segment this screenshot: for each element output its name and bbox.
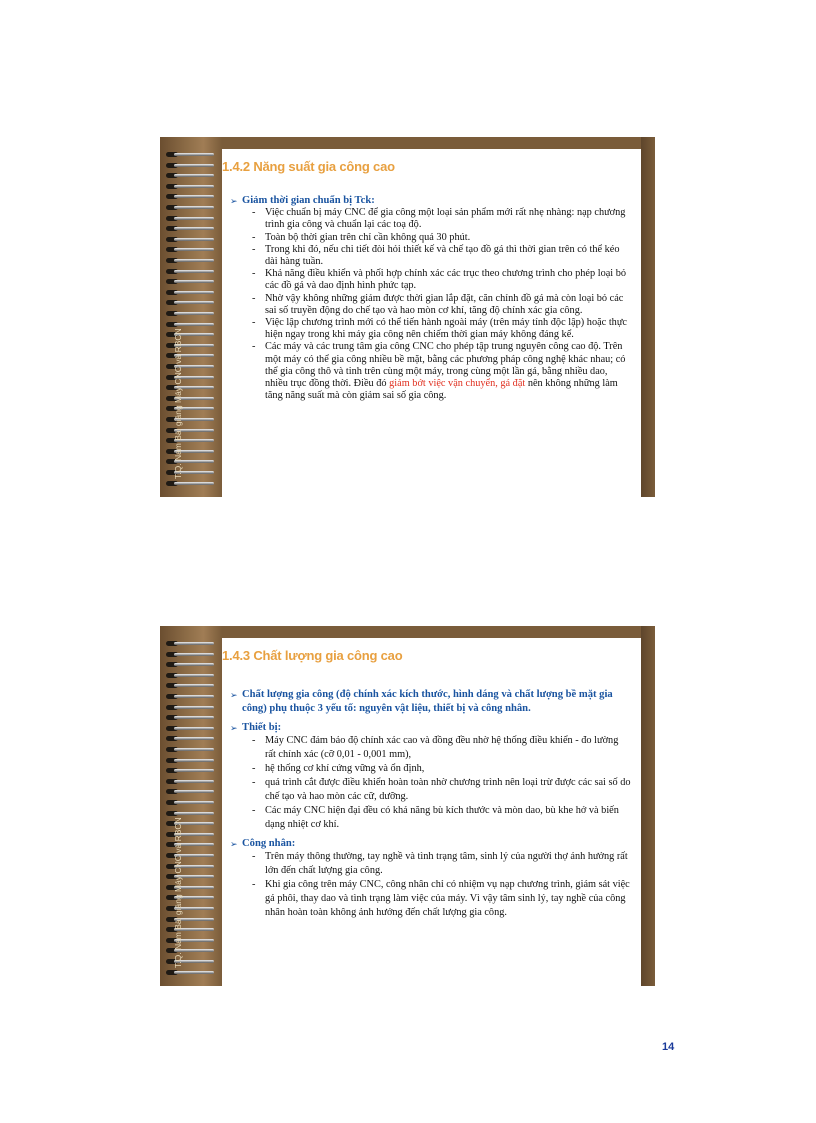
- arrow-bullet-icon: ➢: [230, 196, 238, 206]
- list-item: - Các máy CNC hiện đại đều có khả năng bù kích thước và mòn dao, bù khe hở và biến dạng nhiệt cơ khí.: [252, 805, 619, 831]
- list-item: - quá trình cắt được điều khiển hoàn toàn nhờ chương trình nên loại trừ được các sai số do chế tạo và hao mòn các cữ, dưỡng.: [252, 777, 631, 803]
- list-item: - Việc chuẩn bị máy CNC để gia công một loại sản phẩm mới rất nhẹ nhàng: nạp chương trình gia công và chuẩn lại các toạ độ.: [252, 207, 626, 231]
- slide-title: 1.4.3 Chất lượng gia công cao: [222, 648, 403, 663]
- spiral-ring-icon: [166, 640, 216, 647]
- slide-1: [160, 137, 655, 497]
- slide-paper: [222, 149, 641, 497]
- slide-content: [230, 193, 631, 402]
- page-number: 14: [662, 1041, 675, 1053]
- slide-2: [160, 626, 655, 986]
- ring-wire: [174, 642, 214, 645]
- list-item: - Các máy và các trung tâm gia công CNC cho phép tập trung nguyên công cao độ. Trên một máy có thể gia công nhiều bề mặt, bằng các phương pháp công nghệ khác nhau; có thể gia công thô và tinh trên cùng một máy, trong cùng một lần gá, bằng nhiều dao, nhiều trục đồng thời. Điều đó giảm bớt việc vận chuyển, gá đặt nên không những làm tăng năng suất mà còn giảm sai số gia công.: [252, 341, 626, 402]
- spiral-ring-icon: [166, 969, 216, 976]
- list-item: - Máy CNC đảm bảo độ chính xác cao và đồng đều nhờ hệ thống điều khiển - đo lường rất chính xác (cỡ 0,01 - 0,001 mm),: [252, 735, 619, 761]
- section-heading: ➢ Thiết bị:: [230, 722, 282, 733]
- list-item: - Khi gia công trên máy CNC, công nhân chỉ có nhiệm vụ nạp chương trình, giám sát việc gá phôi, thay dao và tình trạng làm việc của máy. Vì vậy tâm sinh lý, tay nghề của công nhân hoàn toàn không ảnh hưởng đến chất lượng gia công.: [252, 879, 630, 919]
- slide-title: 1.4.2 Năng suất gia công cao: [222, 159, 395, 174]
- spiral-ring-icon: [166, 480, 216, 487]
- slide-content: [230, 686, 631, 920]
- ring-wire: [174, 153, 214, 156]
- arrow-bullet-icon: ➢: [230, 690, 238, 700]
- bullet-list: [230, 850, 631, 920]
- arrow-bullet-icon: ➢: [230, 839, 238, 850]
- slide-paper: [222, 638, 641, 986]
- ring-wire: [174, 653, 214, 656]
- list-item: - Nhờ vậy không những giảm được thời gian lắp đặt, căn chỉnh đồ gá mà còn loại bỏ các sai số truyền động do chế tạo và hao mòn cơ khí, tăng độ chính xác gia công.: [252, 292, 624, 316]
- spiral-ring-icon: [166, 162, 216, 169]
- notebook-spine: [160, 626, 222, 986]
- highlighted-text: giảm bớt việc vận chuyển, gá đặt: [389, 378, 526, 390]
- arrow-bullet-icon: ➢: [230, 723, 238, 733]
- page-edge: [641, 137, 655, 497]
- sidebar-text: T.Q. Nam Bài giảng Máy CNC và RBCN: [173, 817, 183, 968]
- list-item: - Trên máy thông thường, tay nghề và tình trạng tâm, sinh lý của người thợ ảnh hưởng rất lớn đến chất lượng gia công.: [252, 851, 628, 877]
- spiral-ring-icon: [166, 651, 216, 658]
- bullet-list: [230, 207, 631, 402]
- ring-wire: [174, 482, 214, 485]
- section-heading: ➢ Công nhân:: [230, 838, 296, 850]
- list-item: - Khả năng điều khiển và phối hợp chính xác các trục theo chương trình cho phép loại bỏ các đồ gá và dao định hình phức tạp.: [252, 268, 627, 292]
- page-edge: [641, 626, 655, 986]
- list-item: - Toàn bộ thời gian trên chỉ cần không quá 30 phút.: [252, 231, 471, 243]
- list-item: - hệ thống cơ khí cứng vững và ổn định,: [252, 763, 425, 775]
- notebook-spine: [160, 137, 222, 497]
- section-heading: ➢ Chất lượng gia công (độ chính xác kích thước, hình dáng và chất lượng bề mặt gia công) phụ thuộc 3 yếu tố: nguyên vật liệu, thiết bị và công nhân.: [230, 689, 613, 714]
- ring-wire: [174, 971, 214, 974]
- list-item: - Việc lập chương trình mới có thể tiến hành ngoài máy (trên máy tính độc lập) hoặc thực hiện ngay trong khi máy gia công nên chiếm thời gian máy không đáng kể.: [252, 317, 627, 341]
- sidebar-text: T.Q. Nam Bài giảng Máy CNC và RBCN: [173, 328, 183, 479]
- section-heading: ➢ Giảm thời gian chuẩn bị Tck:: [230, 195, 375, 206]
- spiral-ring-icon: [166, 151, 216, 158]
- ring-wire: [174, 164, 214, 167]
- list-item: - Trong khi đó, nếu chi tiết đòi hỏi thiết kế và chế tạo đồ gá thì thời gian trên có thể kéo dài hàng tuần.: [252, 243, 620, 268]
- bullet-list: [230, 734, 631, 832]
